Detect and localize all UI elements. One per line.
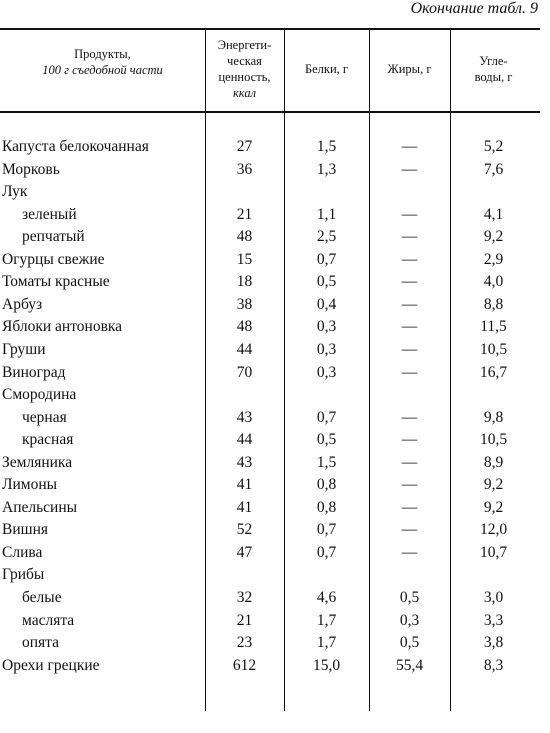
header-product-line1: Продукты, <box>74 47 131 61</box>
table-row <box>0 362 540 384</box>
fat-cell: — <box>401 476 418 494</box>
table-row <box>0 249 540 271</box>
protein-cell: 0,8 <box>316 498 337 516</box>
protein-cell: 1,5 <box>316 453 337 471</box>
header-fat: Жиры, г <box>387 62 432 76</box>
table-row <box>0 136 540 158</box>
protein-cell: 0,7 <box>316 408 337 426</box>
protein-cell: 0,5 <box>316 273 337 291</box>
header-product <box>0 46 205 78</box>
table-row <box>0 294 540 316</box>
table-row <box>0 474 540 496</box>
header-protein: Белки, г <box>304 62 349 76</box>
protein-cell: 0,3 <box>316 363 337 381</box>
fat-cell: 0,3 <box>399 611 420 629</box>
protein-cell: 0,3 <box>316 340 337 358</box>
energy-cell: 36 <box>236 160 253 178</box>
product-name: Грибы <box>2 566 45 584</box>
energy-cell: 612 <box>232 656 257 674</box>
product-name: Томаты красные <box>2 273 110 291</box>
fat-cell: — <box>401 228 418 246</box>
fat-cell: — <box>401 250 418 268</box>
product-name: Вишня <box>2 521 48 539</box>
energy-cell: 47 <box>236 543 253 561</box>
fat-cell: — <box>401 543 418 561</box>
carbs-cell: 5,2 <box>483 138 504 155</box>
energy-cell: 43 <box>236 453 253 471</box>
energy-cell: 21 <box>236 205 253 223</box>
table-row <box>0 610 540 632</box>
table-caption: Окончание табл. 9 <box>410 0 538 17</box>
carbs-cell: 8,8 <box>483 295 504 313</box>
protein-cell: 0,7 <box>316 521 337 539</box>
fat-cell: — <box>401 340 418 358</box>
product-name: Груши <box>2 340 46 358</box>
header-carbs-line1: Угле- <box>479 54 508 68</box>
protein-cell: 1,5 <box>316 138 337 155</box>
carbs-cell: 3,0 <box>483 589 504 606</box>
table-row <box>0 497 540 519</box>
header-energy-line: ческая <box>227 54 262 68</box>
product-name: Арбуз <box>2 295 43 313</box>
table-row <box>0 587 540 609</box>
product-name: Слива <box>2 543 43 561</box>
product-name: белые <box>22 589 62 606</box>
energy-cell: 44 <box>236 340 253 358</box>
energy-cell: 41 <box>236 498 253 516</box>
table-row <box>0 339 540 361</box>
table-row <box>0 204 540 226</box>
fat-cell: — <box>401 273 418 291</box>
product-name: Яблоки антоновка <box>2 318 123 336</box>
carbs-cell: 9,2 <box>483 228 504 246</box>
fat-cell: 0,5 <box>399 589 420 606</box>
header-product-line2: 100 г съедобной части <box>42 63 163 77</box>
table-row <box>0 181 540 203</box>
product-name: Лук <box>2 183 28 201</box>
header-energy <box>206 37 283 101</box>
protein-cell: 0,7 <box>316 250 337 268</box>
product-name: репчатый <box>22 228 85 246</box>
carbs-cell: 4,1 <box>483 205 504 223</box>
energy-cell: 41 <box>236 476 253 494</box>
fat-cell: — <box>401 363 418 381</box>
energy-cell: 44 <box>236 431 253 449</box>
fat-cell: — <box>401 295 418 313</box>
product-name: Орехи грецкие <box>2 656 100 674</box>
energy-cell: 38 <box>236 295 253 313</box>
protein-cell: 2,5 <box>316 228 337 246</box>
protein-cell: 1,7 <box>316 634 337 652</box>
carbs-cell: 7,6 <box>483 160 504 178</box>
energy-cell: 32 <box>236 589 253 606</box>
fat-cell: — <box>401 408 418 426</box>
table-top-rule <box>0 28 540 30</box>
product-name: Земляника <box>2 453 73 471</box>
carbs-cell: 9,2 <box>483 476 504 494</box>
carbs-cell: 10,5 <box>479 431 508 449</box>
table-row <box>0 632 540 654</box>
carbs-cell: 2,9 <box>483 250 504 268</box>
table-row <box>0 429 540 451</box>
energy-cell: 18 <box>236 273 253 291</box>
fat-cell: — <box>401 453 418 471</box>
fat-cell: — <box>401 318 418 336</box>
table-row <box>0 316 540 338</box>
table-row <box>0 407 540 429</box>
product-name: Апельсины <box>2 498 78 516</box>
energy-cell: 48 <box>236 228 253 246</box>
energy-cell: 48 <box>236 318 253 336</box>
energy-cell: 70 <box>236 363 253 381</box>
energy-cell: 52 <box>236 521 253 539</box>
fat-cell: 0,5 <box>399 634 420 652</box>
product-name: Морковь <box>2 160 60 178</box>
carbs-cell: 10,5 <box>479 340 508 358</box>
fat-cell: — <box>401 160 418 178</box>
table-row <box>0 564 540 586</box>
product-name: черная <box>22 408 67 426</box>
energy-cell: 27 <box>236 138 253 155</box>
table-row <box>0 159 540 181</box>
protein-cell: 0,3 <box>316 318 337 336</box>
table-row <box>0 271 540 293</box>
product-name: красная <box>22 431 74 449</box>
table-row <box>0 452 540 474</box>
carbs-cell: 3,8 <box>483 634 504 652</box>
product-name: зеленый <box>22 205 77 223</box>
header-energy-line: Энергети- <box>217 38 272 52</box>
fat-cell: — <box>401 498 418 516</box>
carbs-cell: 10,7 <box>479 543 508 561</box>
carbs-cell: 12,0 <box>479 521 508 539</box>
carbs-cell: 9,8 <box>483 408 504 426</box>
table-row <box>0 655 540 677</box>
protein-cell: 1,3 <box>316 160 337 178</box>
protein-cell: 0,5 <box>316 431 337 449</box>
product-name: Лимоны <box>2 476 58 494</box>
fat-cell: — <box>401 138 418 155</box>
header-energy-unit: ккал <box>232 86 257 100</box>
energy-cell: 43 <box>236 408 253 426</box>
fat-cell: — <box>401 431 418 449</box>
protein-cell: 0,8 <box>316 476 337 494</box>
carbs-cell: 8,3 <box>483 656 504 674</box>
table-row <box>0 542 540 564</box>
energy-cell: 15 <box>236 250 253 268</box>
product-name: Виноград <box>2 363 66 381</box>
fat-cell: 55,4 <box>395 656 424 674</box>
fat-cell: — <box>401 205 418 223</box>
carbs-cell: 3,3 <box>483 611 504 629</box>
header-bottom-rule <box>0 111 540 113</box>
header-carbs-line2: воды, г <box>474 70 513 84</box>
product-name: Смородина <box>2 386 77 404</box>
protein-cell: 0,7 <box>316 543 337 561</box>
header-carbs <box>451 53 536 85</box>
protein-cell: 1,7 <box>316 611 337 629</box>
fat-cell: — <box>401 521 418 539</box>
header-energy-line: ценность, <box>218 70 271 84</box>
carbs-cell: 16,7 <box>479 363 508 381</box>
protein-cell: 0,4 <box>316 295 337 313</box>
product-name: Огурцы свежие <box>2 250 105 268</box>
carbs-cell: 11,5 <box>480 318 507 336</box>
carbs-cell: 9,2 <box>483 498 504 516</box>
protein-cell: 4,6 <box>316 589 337 606</box>
table-row <box>0 519 540 541</box>
energy-cell: 21 <box>236 611 253 629</box>
product-name: Капуста белокочанная <box>2 138 149 155</box>
product-name: опята <box>22 634 60 652</box>
table-row <box>0 384 540 406</box>
protein-cell: 1,1 <box>316 205 337 223</box>
product-name: маслята <box>22 611 75 629</box>
carbs-cell: 4,0 <box>483 273 504 291</box>
table-row <box>0 226 540 248</box>
carbs-cell: 8,9 <box>483 453 504 471</box>
energy-cell: 23 <box>236 634 253 652</box>
protein-cell: 15,0 <box>312 656 341 674</box>
